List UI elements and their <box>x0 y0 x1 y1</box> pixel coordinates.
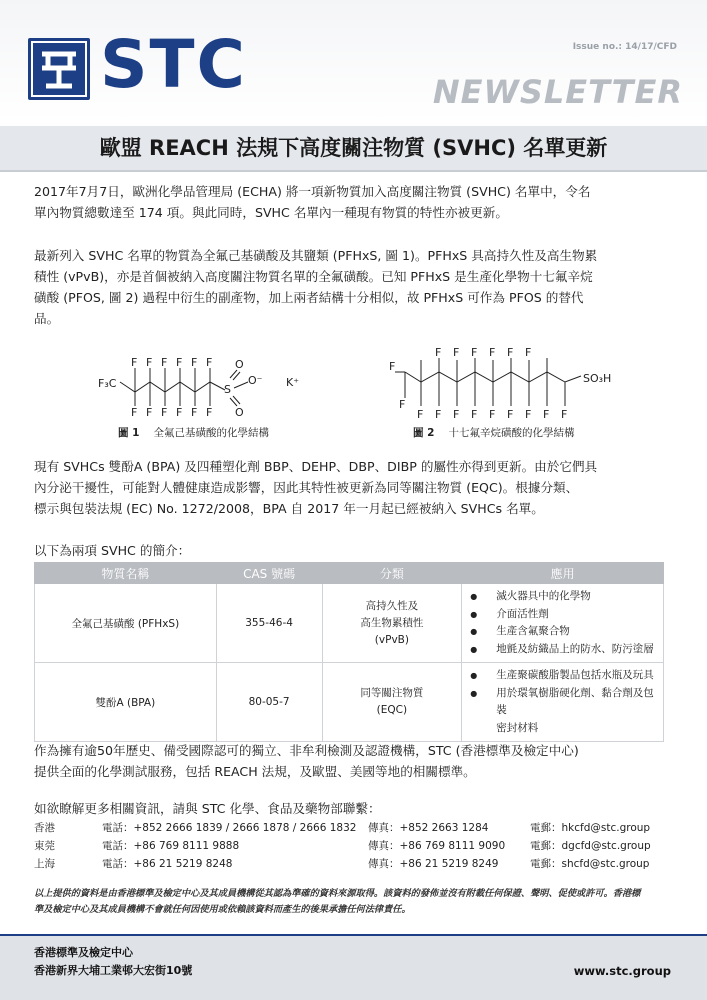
application-text: 生產聚碳酸脂製品包括水瓶及玩具 <box>496 669 654 681</box>
contact-phone[interactable]: 電話：+852 2666 1839 / 2666 1878 / 2666 1832 <box>102 822 357 834</box>
column-header: CAS 號碼 <box>216 563 322 584</box>
k-ion-label: K⁺ <box>286 376 300 389</box>
pfhxs-paragraph <box>34 245 674 329</box>
contact-row <box>34 838 674 854</box>
classification-line: (vPvB) <box>374 633 409 646</box>
application-item <box>470 606 657 624</box>
pfhxs-line-1: 最新列入 SVHC 名單的物質為全氟己基磺酸及其鹽類 (PFHxS, 圖 1)。PFHxS 具高持久性及高生物累 <box>34 248 598 263</box>
pfhxs-line-4: 品。 <box>34 311 60 326</box>
f-atom-label: F <box>471 346 478 359</box>
footer-organization: 香港標準及檢定中心 <box>34 946 133 959</box>
figure-1-caption-text: 全氟己基磺酸的化學結構 <box>153 427 269 439</box>
pfos-structure-diagram <box>385 346 645 426</box>
f-atom-label: F <box>131 406 138 419</box>
classification <box>322 584 462 663</box>
bullet-icon: ● <box>470 644 478 654</box>
intro-line-1: 2017年7月7日，歐洲化學品管理局 (ECHA) 將一項新物質加入高度關注物質 (SVHC) 名單中，令名 <box>34 184 591 199</box>
f-atom-label: F <box>435 408 442 421</box>
f-atom-label: F <box>206 406 213 419</box>
bullet-icon: ● <box>470 609 478 619</box>
o-atom-label: O <box>235 358 244 371</box>
stc-logo-icon <box>28 38 90 100</box>
contact-phone[interactable]: 電話：+86 21 5219 8248 <box>102 858 233 870</box>
issue-number: Issue no.: 14/17/CFD <box>572 42 677 52</box>
contact-city: 上海 <box>34 858 55 870</box>
about-line-2: 提供全面的化學測試服務，包括 REACH 法規，及歐盟、美國等地的相關標準。 <box>34 764 476 779</box>
f-atom-label: F <box>489 408 496 421</box>
application-item <box>470 623 657 641</box>
bpa-line-3: 標示與包裝法規 (EC) No. 1272/2008，BPA 自 2017 年一月起已經被納入 SVHCs 名單。 <box>34 501 544 516</box>
figure-2-caption <box>413 425 574 440</box>
figure-2-structure <box>385 346 645 426</box>
f-atom-label: F <box>525 408 532 421</box>
table-row <box>35 663 664 742</box>
logo-text: STC <box>100 26 247 103</box>
contact-email[interactable]: 電郵：shcfd@stc.group <box>530 858 650 870</box>
application-list <box>462 663 664 742</box>
classification-line: 高生物累積性 <box>360 616 424 629</box>
application-item <box>470 720 657 738</box>
contact-row <box>34 820 674 836</box>
bullet-icon: ● <box>470 671 478 680</box>
contact-email[interactable]: 電郵：hkcfd@stc.group <box>530 822 651 834</box>
about-line-1: 作為擁有逾50年歷史、備受國際認可的獨立、非牟利檢測及認證機構，STC (香港標準及檢定中心) <box>34 743 579 758</box>
f-atom-label: F <box>435 346 442 359</box>
bullet-icon: ● <box>470 627 478 636</box>
bullet-icon: ● <box>470 688 478 698</box>
contact-fax: 傳真：+86 21 5219 8249 <box>368 858 499 870</box>
f-atom-label: F <box>399 398 406 411</box>
page-title: 歐盟 REACH 法規下高度關注物質 (SVHC) 名單更新 <box>99 136 608 160</box>
contact-phone[interactable]: 電話：+86 769 8111 9888 <box>102 840 240 852</box>
f-atom-label: F <box>176 356 183 369</box>
application-list <box>462 584 664 663</box>
contact-city: 香港 <box>34 822 55 834</box>
about-stc-paragraph <box>34 740 674 782</box>
disclaimer-line-1: 以上提供的資料是由香港標準及檢定中心及其成員機構從其認為準確的資料來源取得。該資料的發佈並沒有附載任何保證、聲明、促使或許可。香港標 <box>34 888 641 899</box>
classification-line: (EQC) <box>376 704 408 716</box>
figure-1-number: 圖 1 <box>118 427 140 439</box>
f-atom-label: F <box>417 408 424 421</box>
pfhxs-line-3: 磺酸 (PFOS, 圖 2) 過程中衍生的副產物，加上兩者結構十分相似，故 PFHxS 可作為 PFOS 的替代 <box>34 290 584 305</box>
contact-city: 東莞 <box>34 840 55 852</box>
application-item <box>470 641 657 659</box>
application-text: 用於環氧樹脂硬化劑、黏合劑及包裝 <box>496 686 654 716</box>
application-text: 介面活性劑 <box>496 607 549 620</box>
footer-website-link[interactable]: www.stc.group <box>573 964 671 978</box>
footer-address: 香港新界大埔工業邨大宏街10號 <box>34 964 193 977</box>
footer-divider <box>0 934 707 936</box>
cas-number: 80-05-7 <box>216 663 322 742</box>
table-row <box>35 584 664 663</box>
disclaimer-line-2: 準及檢定中心及其成員機構不會就任何因使用或依賴該資料而產生的後果承擔任何法律責任。 <box>34 904 411 915</box>
f-atom-label: F <box>146 356 153 369</box>
column-header: 物質名稱 <box>35 563 217 584</box>
intro-paragraph <box>34 181 674 223</box>
f-atom-label: F <box>453 346 460 359</box>
stc-logo-mark <box>28 38 90 100</box>
application-text: 地氈及紡織品上的防水、防污塗層 <box>496 642 654 655</box>
f-atom-label: F <box>191 406 198 419</box>
f-atom-label: F <box>471 408 478 421</box>
so3h-group-label: SO₃H <box>583 372 612 385</box>
table-header-row <box>35 563 664 584</box>
f-atom-label: F <box>191 356 198 369</box>
o-minus-atom-label: O⁻ <box>248 374 263 387</box>
bullet-spacer <box>470 720 496 738</box>
bpa-paragraph <box>34 456 674 519</box>
column-header: 分類 <box>322 563 462 584</box>
f-atom-label: F <box>543 408 550 421</box>
application-text: 滅火器具中的化學物 <box>496 590 591 602</box>
f-atom-label: F <box>507 408 514 421</box>
s-atom-label: S <box>224 383 231 396</box>
svhc-table <box>34 562 664 742</box>
column-header: 應用 <box>462 563 664 584</box>
f-atom-label: F <box>176 406 183 419</box>
classification <box>322 663 462 742</box>
f-atom-label: F <box>389 360 396 373</box>
application-item <box>470 667 657 685</box>
application-text: 密封材料 <box>496 721 539 734</box>
bpa-line-1: 現有 SVHCs 雙酚A (BPA) 及四種塑化劑 BBP、DEHP、DBP、DIBP 的屬性亦得到更新。由於它們具 <box>34 459 598 474</box>
pfhxs-line-2: 積性 (vPvB)，亦是首個被納入高度關注物質名單的全氟磺酸。已知 PFHxS 是生產化學物十七氟辛烷 <box>34 269 593 284</box>
application-text: 生產含氟聚合物 <box>496 625 570 637</box>
f-atom-label: F <box>525 346 532 359</box>
f-atom-label: F <box>489 346 496 359</box>
table-intro: 以下為兩項 SVHC 的簡介： <box>34 543 191 558</box>
intro-line-2: 單內物質總數達至 174 項。與此同時，SVHC 名單內一種現有物質的特性亦被更新。 <box>34 205 508 220</box>
pfhxs-structure-diagram <box>90 350 320 425</box>
contact-fax: 傳真：+852 2663 1284 <box>368 822 489 834</box>
classification-line: 同等關注物質 <box>360 687 424 699</box>
f-atom-label: F <box>561 408 568 421</box>
f-atom-label: F <box>206 356 213 369</box>
application-item <box>470 685 657 720</box>
contact-intro: 如欲瞭解更多相關資訊，請與 STC 化學、食品及藥物部聯繫： <box>34 801 381 816</box>
f3c-atom-label: F₃C <box>98 377 117 390</box>
classification-line: 高持久性及 <box>365 599 419 612</box>
contact-row <box>34 856 674 872</box>
o-atom-label: O <box>235 406 244 419</box>
f-atom-label: F <box>453 408 460 421</box>
figure-2-number: 圖 2 <box>413 427 435 439</box>
f-atom-label: F <box>131 356 138 369</box>
disclaimer <box>34 886 674 918</box>
application-item <box>470 588 657 606</box>
bpa-line-2: 內分泌干擾性，可能對人體健康造成影響，因此其特性被更新為同等關注物質 (EQC)。根據分類、 <box>34 480 579 495</box>
contact-email[interactable]: 電郵：dgcfd@stc.group <box>530 840 651 852</box>
substance-name: 雙酚A (BPA) <box>35 663 217 742</box>
substance-name: 全氟己基磺酸 (PFHxS) <box>35 584 217 663</box>
f-atom-label: F <box>161 406 168 419</box>
bullet-icon: ● <box>470 592 478 601</box>
f-atom-label: F <box>161 356 168 369</box>
figure-2-caption-text: 十七氟辛烷磺酸的化學結構 <box>448 427 575 439</box>
contact-fax: 傳真：+86 769 8111 9090 <box>368 840 506 852</box>
figure-1-caption <box>118 425 269 440</box>
f-atom-label: F <box>507 346 514 359</box>
f-atom-label: F <box>146 406 153 419</box>
cas-number: 355-46-4 <box>216 584 322 663</box>
newsletter-label: NEWSLETTER <box>432 73 683 111</box>
figure-1-structure <box>90 350 320 425</box>
